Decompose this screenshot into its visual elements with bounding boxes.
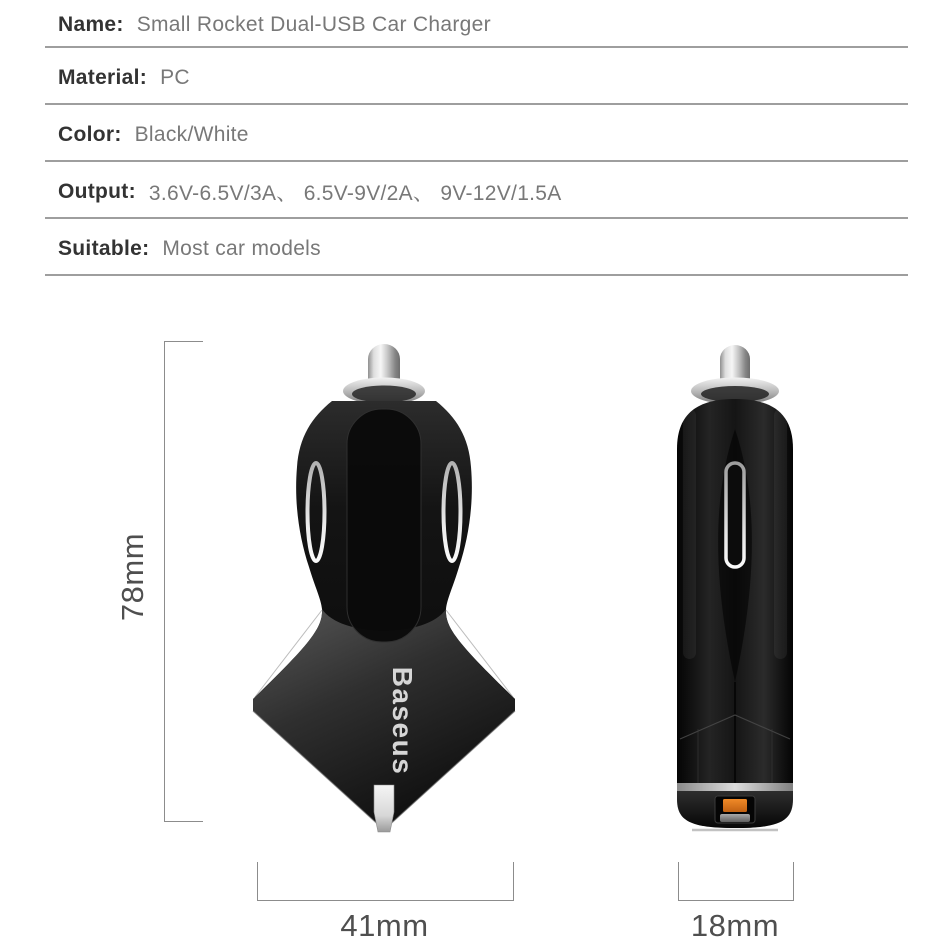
indicator-tab [374, 785, 394, 832]
spec-row-suitable [45, 219, 908, 276]
side-width-dimension-bracket [678, 862, 794, 901]
spec-label-color: Color: [58, 122, 122, 146]
side-width-dimension-label: 18mm [690, 908, 780, 943]
spec-table [45, 4, 908, 276]
height-dimension-label: 78mm [115, 532, 150, 622]
body-highlight-right [774, 409, 787, 659]
brand-logo-text: Baseus [387, 666, 418, 776]
spec-value-suitable: Most car models [162, 236, 321, 260]
height-dimension-bracket [164, 341, 203, 822]
body-highlight-left [683, 409, 696, 659]
usb-tongue-orange [723, 799, 747, 812]
collar-inner-shadow [352, 386, 416, 403]
charger-side-view-image [660, 337, 810, 837]
charger-front-view-image [237, 337, 531, 837]
spec-row-material [45, 48, 908, 105]
front-width-dimension-bracket [257, 862, 514, 901]
spec-label-name: Name: [58, 13, 124, 36]
front-inset-panel [347, 409, 421, 642]
spec-value-color: Black/White [134, 122, 249, 146]
spec-row-color [45, 105, 908, 162]
spec-row-output [45, 162, 908, 219]
front-width-dimension-label: 41mm [340, 908, 429, 943]
usb-shell-lip [720, 814, 750, 822]
spec-label-output: Output: [58, 179, 136, 203]
spec-value-material: PC [160, 65, 190, 89]
spec-label-suitable: Suitable: [58, 236, 150, 260]
spring-contact-edge [726, 463, 744, 567]
spec-row-name [45, 4, 908, 48]
silver-band [677, 783, 793, 791]
spec-value-output: 3.6V-6.5V/3A、 6.5V-9V/2A、 9V-12V/1.5A [148, 181, 562, 205]
spec-value-name: Small Rocket Dual-USB Car Charger [136, 13, 491, 36]
spec-label-material: Material: [58, 65, 148, 89]
